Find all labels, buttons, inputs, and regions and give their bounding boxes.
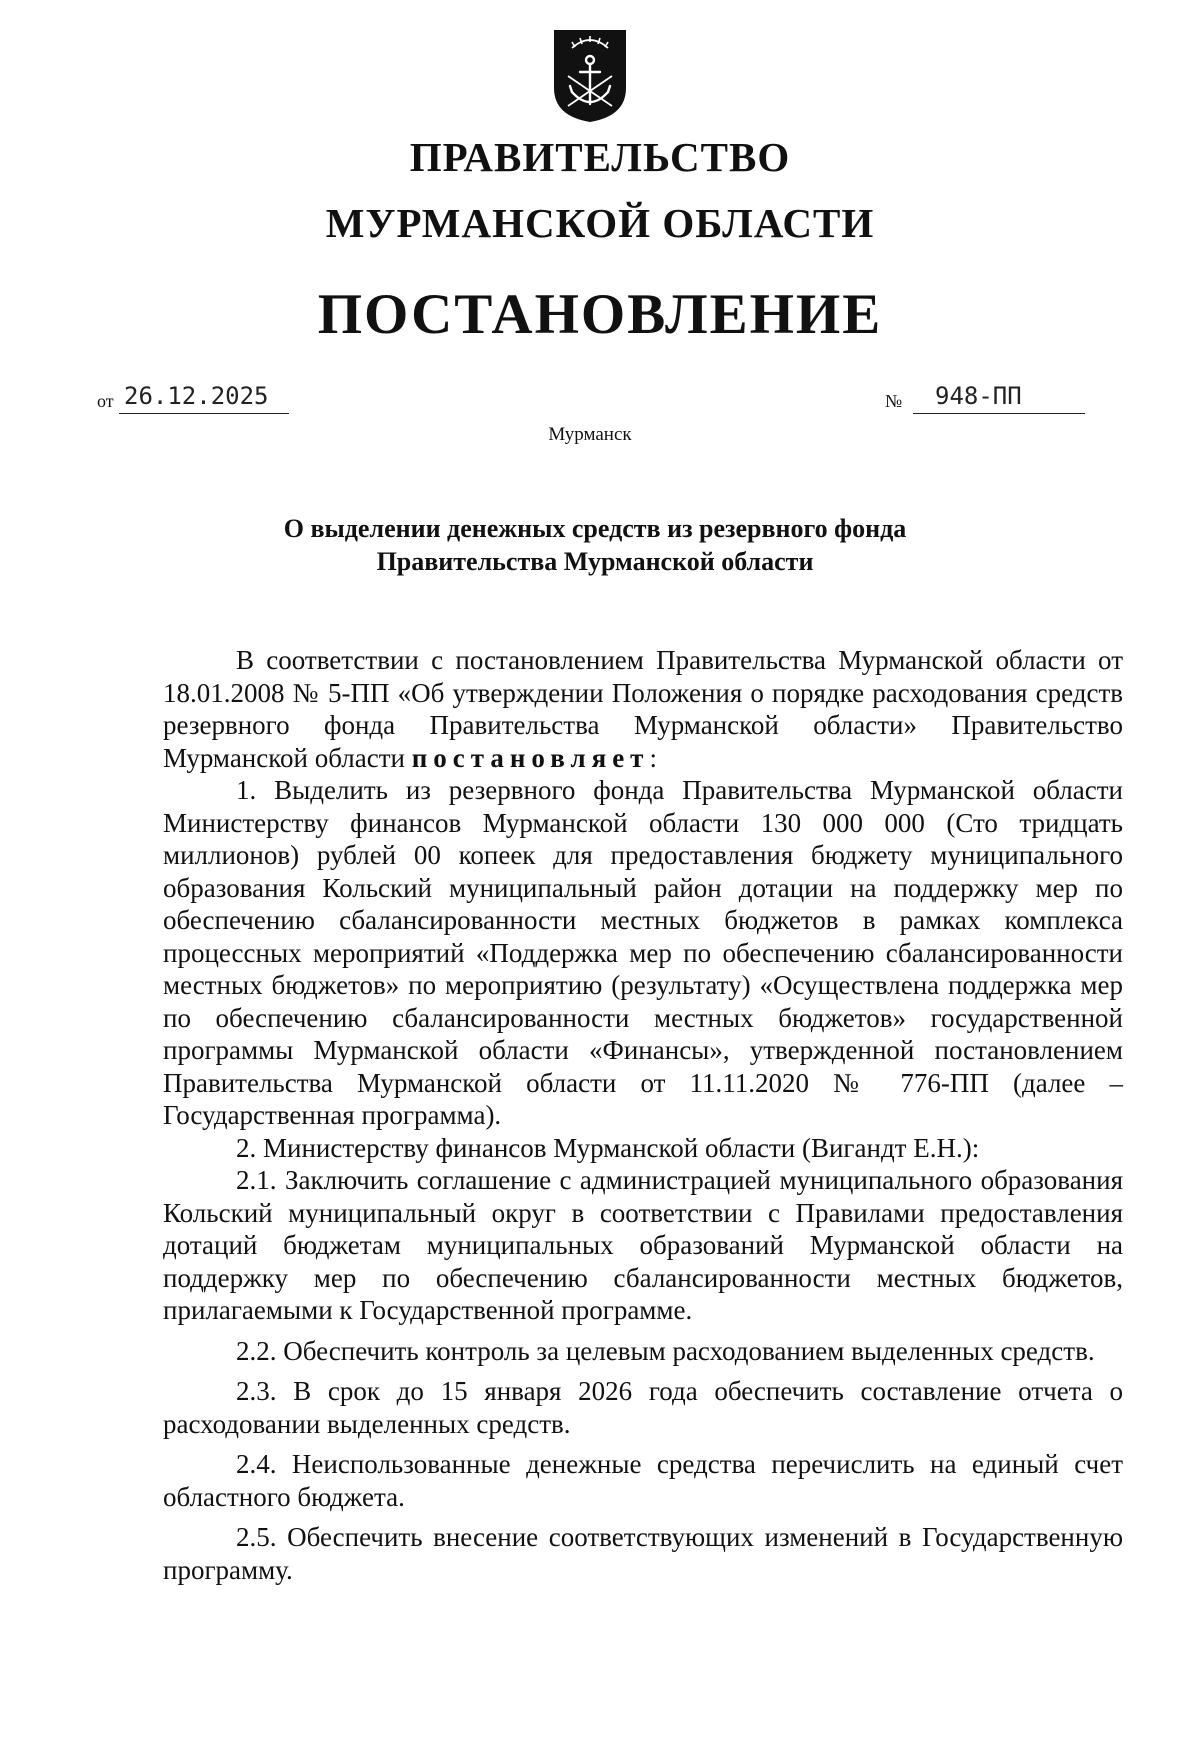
decree-title-line2: Правительства Мурманской области	[376, 547, 814, 576]
decree-number: 948-ПП	[935, 382, 1022, 410]
city-name: Мурманск	[548, 424, 632, 445]
clause-2: 2. Министерству финансов Мурманской области (Вигандт Е.Н.):	[236, 1132, 980, 1163]
date-label: от	[97, 391, 114, 411]
decree-date: 26.12.2025	[124, 382, 269, 410]
clause-2-2: 2.2. Обеспечить контроль за целевым расходованием выделенных средств.	[236, 1335, 1095, 1366]
government-name-line2: МУРМАНСКОЙ ОБЛАСТИ	[325, 200, 875, 246]
number-label: №	[885, 391, 903, 411]
decree-verb: постановляет	[411, 742, 650, 773]
decree-number-field	[885, 378, 1085, 418]
number-underline	[913, 413, 1085, 414]
preamble-text: В соответствии с постановлением Правительства Мурманской области от 18.01.2008 № 5-ПП «Об утверждении Положения о порядке расходования средств резервного фонда Правительства Мурманской области» Правительство Мурманской области	[163, 645, 1123, 773]
clause-1: 1. Выделить из резервного фонда Правительства Мурманской области Министерству финансов Мурманской области 130 000 000 (Сто тридцать миллионов) рублей 00 копеек для предоставления бюджету муниципального образования Кольский муниципальный район дотации на поддержку мер по обеспечению сбалансированности местных бюджетов в рамках комплекса процессных мероприятий «Поддержка мер по обеспечению сбалансированности местных бюджетов» по мероприятию (результату) «Осуществлена поддержка мер по обеспечению сбалансированности местных бюджетов» государственной программы Мурманской области «Финансы», утвержденной постановлением Правительства Мурманской области от 11.11.2020 № 776-ПП (далее – Государственная программа).	[163, 775, 1123, 1130]
murmansk-coat-of-arms-icon	[550, 26, 630, 124]
clause-2-1: 2.1. Заключить соглашение с администрацией муниципального образования Кольский муниципальный округ в соответствии с Правилами предоставления дотаций бюджетам муниципальных образований Мурманской области на поддержку мер по обеспечению сбалансированности местных бюджетов, прилагаемыми к Государственной программе.	[163, 1165, 1123, 1325]
decree-date-field	[97, 378, 289, 418]
decree-body	[163, 644, 1123, 1586]
preamble-paragraph	[163, 644, 1123, 774]
clause-2-3: 2.3. В срок до 15 января 2026 года обеспечить составление отчета о расходовании выделенных средств.	[163, 1376, 1123, 1439]
date-underline	[119, 413, 289, 414]
decree-title	[0, 512, 1190, 578]
government-name-line1: ПРАВИТЕЛЬСТВО	[409, 134, 791, 180]
preamble-colon: :	[649, 742, 657, 773]
clause-2-5: 2.5. Обеспечить внесение соответствующих изменений в Государственную программу.	[163, 1522, 1123, 1585]
decree-title-line1: О выделении денежных средств из резервного фонда	[283, 514, 907, 543]
document-type: ПОСТАНОВЛЕНИЕ	[317, 283, 883, 346]
clause-2-4: 2.4. Неиспользованные денежные средства перечислить на единый счет областного бюджета.	[163, 1449, 1123, 1512]
